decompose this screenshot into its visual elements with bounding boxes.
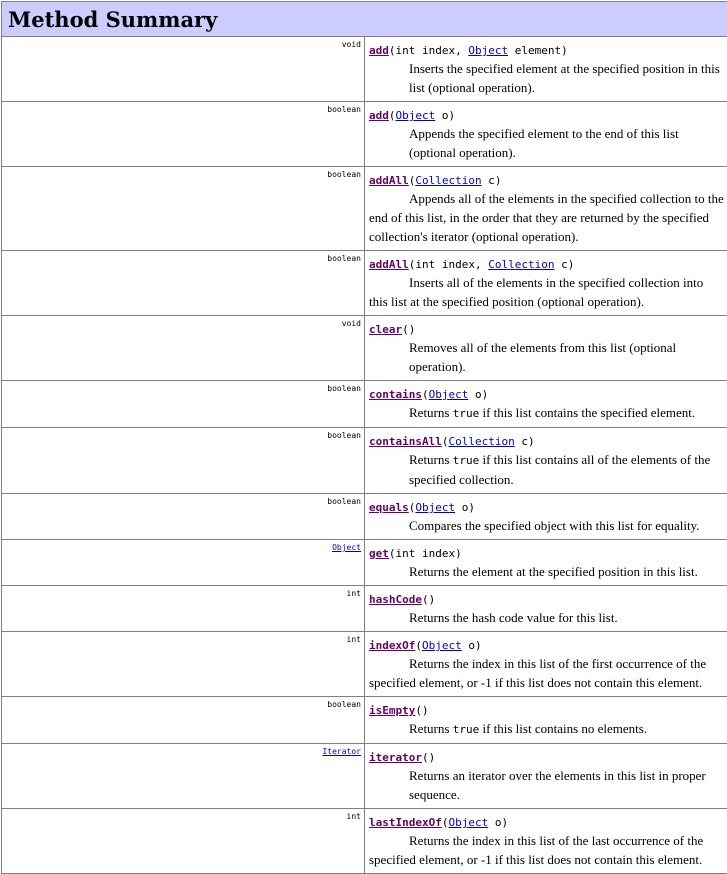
param-text: int index, (396, 44, 469, 57)
method-description (369, 608, 725, 627)
method-name-link[interactable]: add (369, 109, 389, 122)
paren-open: ( (402, 323, 409, 336)
description-text: Inserts the specified element at the specified position in this list (optional operation). (409, 61, 720, 95)
return-type-link[interactable]: Object (332, 543, 361, 552)
return-type-cell (2, 428, 365, 494)
method-detail-cell (365, 37, 727, 102)
param-type-link[interactable]: Object (468, 44, 508, 57)
param-text: c (482, 174, 495, 187)
return-type-cell (2, 251, 365, 316)
code-literal: true (453, 723, 480, 736)
method-signature (369, 500, 725, 516)
method-name-link[interactable]: clear (369, 323, 402, 336)
method-detail-cell (365, 316, 727, 381)
return-type-cell (2, 102, 365, 167)
return-type-cell (2, 697, 365, 744)
paren-open: ( (422, 388, 429, 401)
method-list (2, 37, 727, 874)
method-row (2, 697, 727, 744)
return-type-text: void (342, 319, 361, 328)
method-name-link[interactable]: add (369, 44, 389, 57)
method-name-link[interactable]: isEmpty (369, 704, 415, 717)
method-signature (369, 387, 725, 403)
method-name-link[interactable]: equals (369, 501, 409, 514)
return-type-cell (2, 809, 365, 874)
paren-close: ) (561, 44, 568, 57)
param-text: o (462, 639, 475, 652)
method-signature (369, 750, 725, 766)
param-type-link[interactable]: Object (448, 816, 488, 829)
method-description (369, 124, 725, 162)
return-type-text: int (347, 589, 361, 598)
return-type-text: void (342, 40, 361, 49)
method-description (369, 654, 725, 692)
method-description (369, 403, 725, 423)
code-literal: true (453, 454, 480, 467)
return-type-cell (2, 494, 365, 540)
description-text: Returns the hash code value for this list. (409, 610, 618, 625)
param-text: o (435, 109, 448, 122)
return-type-text: boolean (327, 700, 361, 709)
method-signature (369, 703, 725, 719)
method-summary-table (1, 1, 727, 874)
method-name-link[interactable]: indexOf (369, 639, 415, 652)
description-text: Returns (409, 452, 453, 467)
paren-close: ) (429, 751, 436, 764)
method-signature (369, 257, 725, 273)
method-signature (369, 43, 725, 59)
method-detail-cell (365, 167, 727, 251)
description-text: Returns an iterator over the elements in this list in proper sequence. (409, 768, 706, 802)
return-type-cell (2, 381, 365, 428)
method-description (369, 831, 725, 869)
return-type-text: boolean (327, 497, 361, 506)
method-signature (369, 815, 725, 831)
paren-close: ) (528, 435, 535, 448)
description-text: if this list contains no elements. (479, 721, 647, 736)
method-detail-cell (365, 381, 727, 428)
method-detail-cell (365, 697, 727, 744)
method-description (369, 189, 725, 246)
method-detail-cell (365, 632, 727, 697)
description-text: Returns the index in this list of the first occurrence of the specified element, or -1 if this list does not contain this element. (369, 656, 706, 690)
param-type-link[interactable]: Collection (415, 174, 481, 187)
method-name-link[interactable]: get (369, 547, 389, 560)
method-row (2, 167, 727, 251)
method-row (2, 809, 727, 874)
method-detail-cell (365, 586, 727, 632)
method-signature (369, 546, 725, 562)
method-summary-header-row (2, 2, 727, 37)
method-row (2, 251, 727, 316)
method-row (2, 37, 727, 102)
method-signature (369, 108, 725, 124)
method-detail-cell (365, 102, 727, 167)
param-type-link[interactable]: Collection (488, 258, 554, 271)
description-text: Returns (409, 405, 453, 420)
method-summary-heading: Method Summary (2, 2, 727, 37)
paren-open: ( (389, 547, 396, 560)
param-type-link[interactable]: Object (415, 501, 455, 514)
paren-open: ( (415, 704, 422, 717)
method-detail-cell (365, 809, 727, 874)
paren-close: ) (422, 704, 429, 717)
code-literal: true (453, 407, 480, 420)
param-text: o (488, 816, 501, 829)
method-signature (369, 638, 725, 654)
method-detail-cell (365, 428, 727, 494)
return-type-cell (2, 167, 365, 251)
method-description (369, 719, 725, 739)
method-name-link[interactable]: hashCode (369, 593, 422, 606)
paren-close: ) (409, 323, 416, 336)
return-type-cell (2, 37, 365, 102)
method-signature (369, 322, 725, 338)
description-text: Returns the element at the specified position in this list. (409, 564, 698, 579)
return-type-text: boolean (327, 431, 361, 440)
param-text: o (468, 388, 481, 401)
method-row (2, 102, 727, 167)
method-name-link[interactable]: addAll (369, 258, 409, 271)
paren-open: ( (422, 751, 429, 764)
return-type-text: int (347, 812, 361, 821)
description-text: if this list contains the specified element. (479, 405, 695, 420)
param-text: int index (396, 547, 456, 560)
return-type-text: int (347, 635, 361, 644)
method-description (369, 562, 725, 581)
return-type-cell (2, 632, 365, 697)
method-name-link[interactable]: contains (369, 388, 422, 401)
method-name-link[interactable]: containsAll (369, 435, 442, 448)
return-type-cell (2, 586, 365, 632)
paren-close: ) (482, 388, 489, 401)
method-row (2, 586, 727, 632)
description-text: Compares the specified object with this list for equality. (409, 518, 700, 533)
param-text: c (515, 435, 528, 448)
method-detail-cell (365, 744, 727, 809)
param-type-link[interactable]: Object (429, 388, 469, 401)
method-name-link[interactable]: iterator (369, 751, 422, 764)
return-type-cell (2, 744, 365, 809)
paren-close: ) (429, 593, 436, 606)
param-text: c (554, 258, 567, 271)
paren-close: ) (455, 547, 462, 560)
return-type-text: boolean (327, 254, 361, 263)
method-signature (369, 592, 725, 608)
method-description (369, 59, 725, 97)
paren-open: ( (409, 501, 416, 514)
method-description (369, 516, 725, 535)
method-row (2, 316, 727, 381)
method-description (369, 273, 725, 311)
paren-open: ( (422, 593, 429, 606)
paren-close: ) (501, 816, 508, 829)
description-text: Inserts all of the elements in the specified collection into this list at the specified position (optional operation). (369, 275, 703, 309)
description-text: Appends all of the elements in the specified collection to the end of this list, in the order that they are returned by the specified collection's iterator (optional operation). (369, 191, 724, 244)
method-description (369, 450, 725, 489)
paren-open: ( (442, 435, 449, 448)
paren-close: ) (449, 109, 456, 122)
return-type-text: boolean (327, 170, 361, 179)
paren-open: ( (389, 109, 396, 122)
method-detail-cell (365, 494, 727, 540)
method-row (2, 494, 727, 540)
method-name-link[interactable]: lastIndexOf (369, 816, 442, 829)
method-description (369, 766, 725, 804)
method-signature (369, 434, 725, 450)
method-row (2, 428, 727, 494)
param-type-link[interactable]: Object (422, 639, 462, 652)
method-row (2, 744, 727, 809)
method-row (2, 540, 727, 586)
return-type-text: boolean (327, 384, 361, 393)
description-text: if this list contains all of the elements of the specified collection. (409, 452, 710, 487)
return-type-text: boolean (327, 105, 361, 114)
param-text: element (508, 44, 561, 57)
description-text: Returns the index in this list of the last occurrence of the specified element, or -1 if this list does not contain this element. (369, 833, 703, 867)
method-signature (369, 173, 725, 189)
paren-open: ( (409, 174, 416, 187)
method-row (2, 381, 727, 428)
paren-open: ( (409, 258, 416, 271)
paren-close: ) (475, 639, 482, 652)
paren-close: ) (568, 258, 575, 271)
paren-open: ( (415, 639, 422, 652)
description-text: Appends the specified element to the end of this list (optional operation). (409, 126, 679, 160)
method-row (2, 632, 727, 697)
method-detail-cell (365, 251, 727, 316)
param-text: o (455, 501, 468, 514)
param-text: int index, (415, 258, 488, 271)
return-type-link[interactable]: Iterator (322, 747, 361, 756)
param-type-link[interactable]: Collection (448, 435, 514, 448)
return-type-cell (2, 316, 365, 381)
method-name-link[interactable]: addAll (369, 174, 409, 187)
method-description (369, 338, 725, 376)
paren-open: ( (442, 816, 449, 829)
paren-close: ) (468, 501, 475, 514)
paren-open: ( (389, 44, 396, 57)
return-type-cell (2, 540, 365, 586)
param-type-link[interactable]: Object (396, 109, 436, 122)
description-text: Removes all of the elements from this list (optional operation). (409, 340, 676, 374)
description-text: Returns (409, 721, 453, 736)
method-detail-cell (365, 540, 727, 586)
paren-close: ) (495, 174, 502, 187)
